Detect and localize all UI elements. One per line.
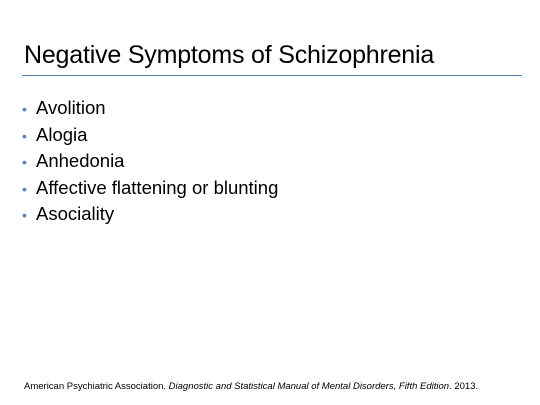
bullet-text: Anhedonia [36, 150, 125, 171]
slide-title: Negative Symptoms of Schizophrenia [24, 41, 435, 69]
bullet-icon: • [22, 127, 27, 144]
bullet-text: Affective flattening or blunting [36, 176, 279, 198]
bullet-item [22, 122, 278, 149]
citation-work-title: Diagnostic and Statistical Manual of Mental Disorders, Fifth Edition [168, 381, 450, 392]
bullet-icon: • [22, 207, 27, 223]
title-divider [22, 75, 522, 76]
citation-year: . 2013. [449, 381, 479, 392]
bullet-item [22, 201, 278, 228]
citation [24, 381, 478, 393]
bullet-text: Asociality [36, 203, 115, 224]
citation-author: American Psychiatric Association. [24, 381, 169, 392]
bullet-item [22, 175, 278, 202]
bullet-list [22, 95, 278, 228]
bullet-icon: • [22, 180, 27, 197]
bullet-item [22, 148, 278, 175]
bullet-text: Avolition [36, 97, 106, 118]
bullet-item [22, 95, 278, 122]
bullet-text: Alogia [36, 123, 88, 145]
bullet-icon: • [22, 154, 27, 170]
bullet-icon: • [22, 101, 27, 117]
